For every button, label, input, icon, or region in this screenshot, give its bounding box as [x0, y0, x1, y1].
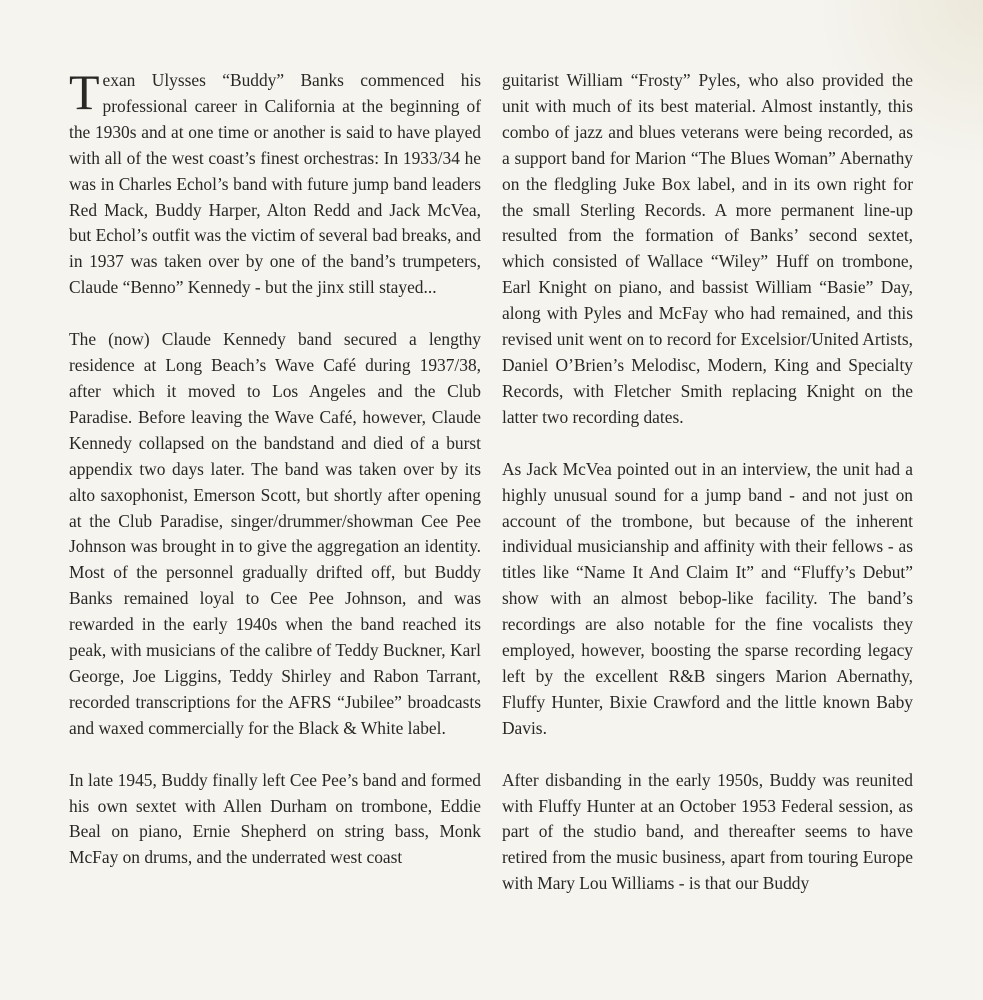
paragraph-4: guitarist William “Frosty” Pyles, who also provided the unit with much of its best material. Almost instantly, this combo of jazz and blues veterans were being recorded, as a support band for Marion “The Blues Woman” Abernathy on the fledgling Juke Box label, and in its own right for the small Sterling Records. A more permanent line-up resulted from the formation of Banks’ second sextet, which consisted of Wallace “Wiley” Huff on trombone, Earl Knight on piano, and bassist William “Basie” Day, along with Pyles and McFay who had remained, and this revised unit went on to record for Excelsior/United Artists, Daniel O’Brien’s Melodisc, Modern, King and Specialty Records, with Fletcher Smith replacing Knight on the latter two recording dates.: [502, 70, 913, 427]
paragraph-1: [69, 64, 481, 301]
paragraph-6: After disbanding in the early 1950s, Buddy was reunited with Fluffy Hunter at an October 1953 Federal session, as part of the studio band, and thereafter seems to have retired from the music business, apart from touring Europe with Mary Lou Williams - is that our Buddy: [502, 769, 913, 894]
paragraph-5: As Jack McVea pointed out in an interview, the unit had a highly unusual sound for a jump band - and not just on account of the trombone, but because of the inherent individual musicianship and affinity with their fellows - as titles like “Name It And Claim It” and “Fluffy’s Debut” show with an almost bebop-like facility. The band’s recordings are also notable for the fine vocalists they employed, however, boosting the sparse recording legacy left by the excellent R&B singers Marion Abernathy, Fluffy Hunter, Bixie Crawford and the little known Baby Davis.: [502, 458, 913, 738]
paragraph-3: In late 1945, Buddy finally left Cee Pee’s band and formed his own sextet with Allen Durham on trombone, Eddie Beal on piano, Ernie Shepherd on string bass, Monk McFay on drums, and the underrated west coast: [69, 769, 481, 868]
paragraph-2: The (now) Claude Kennedy band secured a lengthy residence at Long Beach’s Wave Café during 1937/38, after which it moved to Los Angeles and the Club Paradise. Before leaving the Wave Café, however, Claude Kennedy collapsed on the bandstand and died of a burst appendix two days later. The band was taken over by its alto saxophonist, Emerson Scott, but shortly after opening at the Club Paradise, singer/drummer/showman Cee Pee Johnson was brought in to give the aggregation an identity. Most of the personnel gradually drifted off, but Buddy Banks remained loyal to Cee Pee Johnson, and was rewarded in the early 1940s when the band reached its peak, with musicians of the calibre of Teddy Buckner, Karl George, Joe Liggins, Teddy Shirley and Rabon Tarrant, recorded transcriptions for the AFRS “Jubilee” broadcasts and waxed commercially for the Black & White label.: [69, 329, 481, 738]
paragraph-1-text: exan Ulysses “Buddy” Banks commenced his professional career in California at the beginning of the 1930s and at one time or another is said to have played with all of the west coast’s finest orchestras: In 1933/34 he was in Charles Echol’s band with future jump band leaders Red Mack, Buddy Harper, Alton Redd and Jack McVea, but Echol’s outfit was the victim of several bad breaks, and in 1937 was taken over by one of the band’s trumpeters, Claude “Benno” Kennedy - but the jinx still stayed...: [69, 70, 481, 298]
drop-cap: T: [69, 64, 100, 120]
left-text-column: [69, 64, 481, 897]
right-text-column: [502, 68, 913, 923]
